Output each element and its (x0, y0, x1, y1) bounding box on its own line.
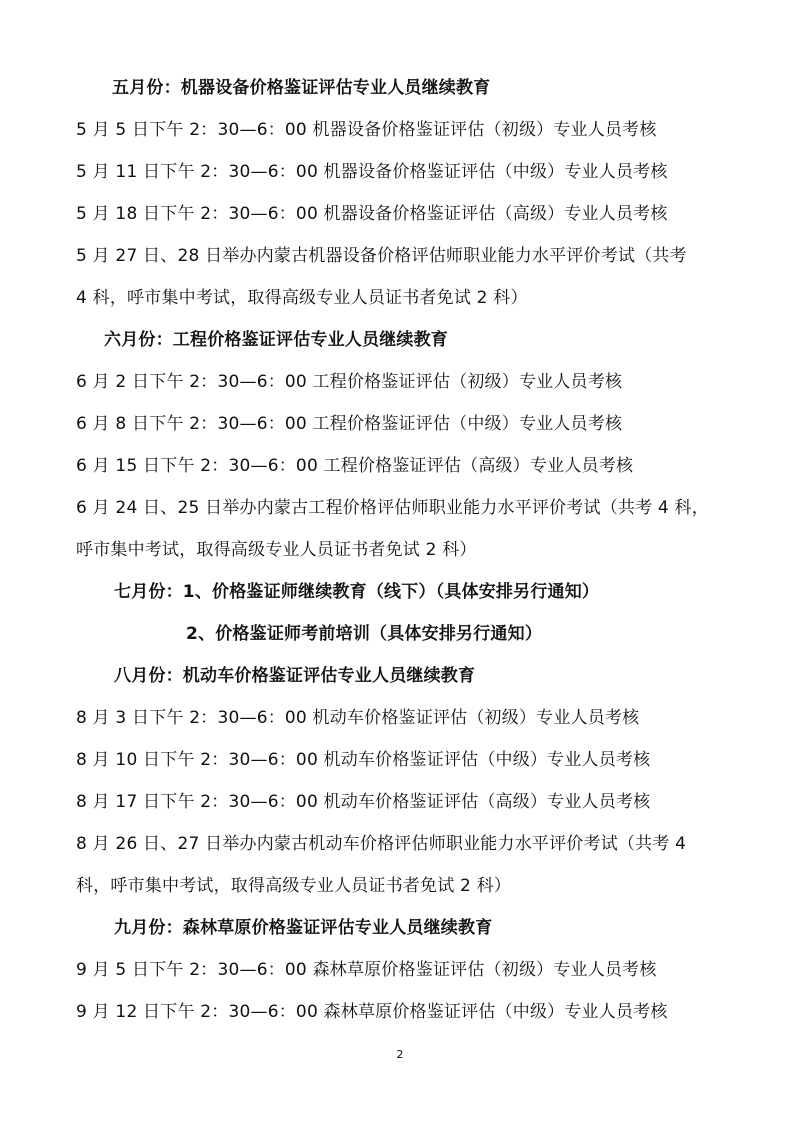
schedule-line: 5 月 18 日下午 2：30—6：00 机器设备价格鉴证评估（高级）专业人员考核 (76, 204, 668, 224)
may-heading: 五月份：机器设备价格鉴证评估专业人员继续教育 (112, 78, 491, 98)
exam-line-continued: 4 科，呼市集中考试，取得高级专业人员证书者免试 2 科） (76, 288, 528, 308)
schedule-line: 6 月 8 日下午 2：30—6：00 工程价格鉴证评估（中级）专业人员考核 (76, 414, 623, 434)
september-heading: 九月份：森林草原价格鉴证评估专业人员继续教育 (114, 918, 493, 938)
schedule-line: 5 月 5 日下午 2：30—6：00 机器设备价格鉴证评估（初级）专业人员考核 (76, 120, 657, 140)
july-heading: 七月份：1、价格鉴证师继续教育（线下）（具体安排另行通知） (114, 582, 600, 602)
schedule-line: 8 月 10 日下午 2：30—6：00 机动车价格鉴证评估（中级）专业人员考核 (76, 750, 651, 770)
exam-line: 8 月 26 日、27 日举办内蒙古机动车价格评估师职业能力水平评价考试（共考 4 (76, 834, 687, 854)
exam-line: 6 月 24 日、25 日举办内蒙古工程价格评估师职业能力水平评价考试（共考 4 科， (76, 498, 709, 518)
schedule-line: 9 月 12 日下午 2：30—6：00 森林草原价格鉴证评估（中级）专业人员考核 (76, 1002, 668, 1022)
schedule-line: 9 月 5 日下午 2：30—6：00 森林草原价格鉴证评估（初级）专业人员考核 (76, 960, 657, 980)
june-heading: 六月份：工程价格鉴证评估专业人员继续教育 (104, 330, 448, 350)
exam-line: 5 月 27 日、28 日举办内蒙古机器设备价格评估师职业能力水平评价考试（共考 (76, 246, 687, 266)
july-item-2: 2、价格鉴证师考前培训（具体安排另行通知） (186, 624, 543, 644)
schedule-line: 8 月 3 日下午 2：30—6：00 机动车价格鉴证评估（初级）专业人员考核 (76, 708, 640, 728)
exam-line-continued: 呼市集中考试，取得高级专业人员证书者免试 2 科） (76, 540, 477, 560)
schedule-line: 8 月 17 日下午 2：30—6：00 机动车价格鉴证评估（高级）专业人员考核 (76, 792, 651, 812)
page-number: 2 (396, 1048, 404, 1061)
exam-line-continued: 科，呼市集中考试，取得高级专业人员证书者免试 2 科） (76, 876, 512, 896)
schedule-line: 5 月 11 日下午 2：30—6：00 机器设备价格鉴证评估（中级）专业人员考核 (76, 162, 668, 182)
august-heading: 八月份：机动车价格鉴证评估专业人员继续教育 (114, 666, 476, 686)
schedule-line: 6 月 2 日下午 2：30—6：00 工程价格鉴证评估（初级）专业人员考核 (76, 372, 623, 392)
schedule-line: 6 月 15 日下午 2：30—6：00 工程价格鉴证评估（高级）专业人员考核 (76, 456, 634, 476)
